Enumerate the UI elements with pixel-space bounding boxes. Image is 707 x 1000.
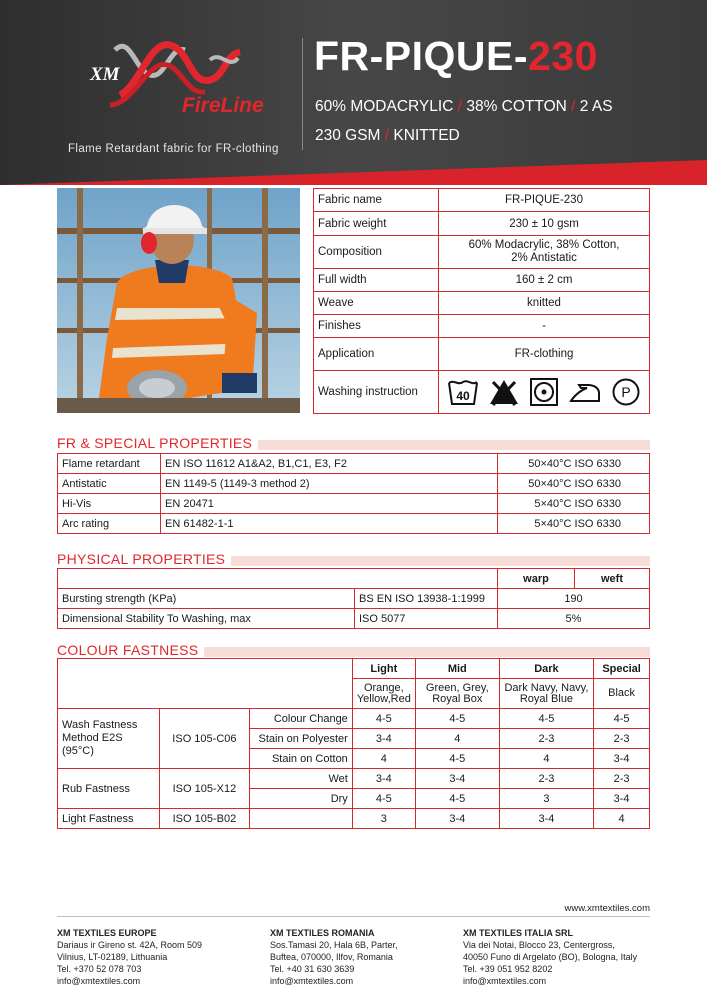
product-title-main: FR-PIQUE-	[314, 33, 529, 79]
dry-clean-p-icon	[611, 377, 641, 407]
test-name: Light Fastness	[58, 809, 160, 829]
property-standard: EN 1149-5 (1149-3 method 2)	[161, 474, 498, 494]
grade-cell: 3-4	[352, 769, 415, 789]
office-phone: Tel. +39 051 952 8202	[463, 964, 553, 974]
office-name: XM TEXTILES ROMANIA	[270, 928, 375, 938]
test-sub: Stain on Polyester	[250, 729, 353, 749]
spec-row	[314, 338, 650, 371]
spec-label: Composition	[314, 236, 439, 269]
wash-temp-text: 40	[456, 389, 471, 403]
property-name: Hi-Vis	[58, 494, 161, 514]
office-address: Dariaus ir Gireno st. 42A, Room 509	[57, 940, 203, 950]
table-header-row	[58, 659, 650, 679]
property-name: Arc rating	[58, 514, 161, 534]
table-row	[58, 809, 650, 829]
table-row	[58, 709, 650, 729]
grade-cell: 3-4	[415, 809, 499, 829]
property-name: Dimensional Stability To Washing, max	[58, 609, 355, 629]
table-row	[58, 609, 650, 629]
office-city: 40050 Funo di Argelato (BO), Bologna, Italy	[463, 952, 638, 962]
grade-cell: 4	[499, 749, 593, 769]
grade-cell: 4-5	[352, 709, 415, 729]
table-row	[58, 494, 650, 514]
grade-cell: 4-5	[415, 709, 499, 729]
col-header-weft: weft	[575, 569, 650, 589]
office-address: Via dei Notai, Blocco 23, Centergross,	[463, 940, 615, 950]
composition-line	[315, 98, 613, 116]
composition-part: 2 AS	[579, 98, 613, 115]
fr-properties-table	[57, 453, 650, 534]
grade-cell: 3	[352, 809, 415, 829]
separator: /	[457, 98, 463, 115]
grade-cell: 2-3	[499, 729, 593, 749]
office-city: Buftea, 070000, Ilfov, Romania	[270, 952, 393, 962]
test-standard: ISO 105-C06	[159, 709, 249, 769]
grade-cell: 4	[352, 749, 415, 769]
grade-cell: 2-3	[594, 729, 650, 749]
table-row	[58, 454, 650, 474]
col-header-warp: warp	[498, 569, 575, 589]
property-wash: 50×40°C ISO 6330	[498, 474, 650, 494]
test-sub: Stain on Cotton	[250, 749, 353, 769]
wash-40-icon	[447, 377, 479, 407]
table-row	[58, 474, 650, 494]
property-name: Bursting strength (KPa)	[58, 589, 355, 609]
property-standard: EN ISO 11612 A1&A2, B1,C1, E3, F2	[161, 454, 498, 474]
property-standard: EN 61482-1-1	[161, 514, 498, 534]
weight-part: 230 GSM	[315, 127, 381, 144]
grade-cell: 3-4	[415, 769, 499, 789]
spec-row	[314, 269, 650, 292]
property-standard: BS EN ISO 13938-1:1999	[355, 589, 498, 609]
spec-label: Washing instruction	[314, 371, 439, 414]
header-divider	[302, 38, 303, 150]
grade-cell: 4-5	[415, 749, 499, 769]
separator: /	[571, 98, 576, 115]
worker-illustration	[57, 188, 300, 413]
dry-clean-letter: P	[620, 384, 631, 400]
empty-cell	[250, 809, 353, 829]
office-email[interactable]: info@xmtextiles.com	[270, 976, 354, 986]
spec-value: 60% Modacrylic, 38% Cotton, 2% Antistatic	[439, 236, 650, 269]
grade-cell: 3-4	[352, 729, 415, 749]
composition-part: 60% MODACRYLIC	[315, 98, 454, 115]
spec-label: Weave	[314, 292, 439, 315]
spec-label: Finishes	[314, 315, 439, 338]
spec-value: 230 ± 10 gsm	[439, 212, 650, 236]
spec-row	[314, 371, 650, 414]
product-photo	[57, 188, 300, 413]
test-sub: Dry	[250, 789, 353, 809]
property-name: Antistatic	[58, 474, 161, 494]
col-desc: Orange, Yellow,Red	[352, 679, 415, 709]
table-row	[58, 769, 650, 789]
table-header-row	[58, 569, 650, 589]
spec-label: Fabric weight	[314, 212, 439, 236]
col-desc: Green, Grey, Royal Box	[415, 679, 499, 709]
colour-fastness-table	[57, 658, 650, 829]
table-row	[58, 514, 650, 534]
spec-label: Application	[314, 338, 439, 371]
office-name: XM TEXTILES EUROPE	[57, 928, 157, 938]
logo-xm-text: XM	[90, 64, 120, 85]
spec-row	[314, 236, 650, 269]
spec-label: Full width	[314, 269, 439, 292]
fabric-spec-table	[313, 188, 650, 414]
grade-cell: 4-5	[499, 709, 593, 729]
property-value: 190	[498, 589, 650, 609]
composition-part: 38% COTTON	[466, 98, 567, 115]
office-email[interactable]: info@xmtextiles.com	[57, 976, 141, 986]
grade-cell: 2-3	[499, 769, 593, 789]
footer-divider	[57, 916, 650, 917]
physical-properties-heading	[57, 552, 650, 566]
test-name: Wash Fastness Method E2S (95°C)	[58, 709, 160, 769]
property-standard: EN 20471	[161, 494, 498, 514]
col-header-light: Light	[352, 659, 415, 679]
table-row	[58, 589, 650, 609]
product-title-number: 230	[528, 33, 598, 79]
office-phone: Tel. +370 52 078 703	[57, 964, 142, 974]
office-europe	[57, 927, 202, 987]
iron-icon	[568, 377, 602, 407]
grade-cell: 4-5	[415, 789, 499, 809]
office-italia	[463, 927, 637, 987]
logo-fireline-text: FireLine	[182, 94, 264, 117]
section-title: PHYSICAL PROPERTIES	[57, 551, 231, 567]
office-address: Sos.Tamasi 20, Hala 6B, Parter,	[270, 940, 398, 950]
spec-value: 160 ± 2 cm	[439, 269, 650, 292]
spec-value: FR-clothing	[439, 338, 650, 371]
grade-cell: 4-5	[594, 709, 650, 729]
property-wash: 50×40°C ISO 6330	[498, 454, 650, 474]
col-header-mid: Mid	[415, 659, 499, 679]
physical-properties-table	[57, 568, 650, 629]
empty-header-cell	[58, 659, 353, 709]
product-title	[314, 33, 598, 80]
col-header-dark: Dark	[499, 659, 593, 679]
office-phone: Tel. +40 31 630 3639	[270, 964, 355, 974]
test-sub: Colour Change	[250, 709, 353, 729]
property-value: 5%	[498, 609, 650, 629]
col-header-special: Special	[594, 659, 650, 679]
test-sub: Wet	[250, 769, 353, 789]
property-wash: 5×40°C ISO 6330	[498, 514, 650, 534]
grade-cell: 4	[415, 729, 499, 749]
fr-properties-heading	[57, 436, 650, 450]
colour-fastness-heading	[57, 643, 650, 657]
test-name: Rub Fastness	[58, 769, 160, 809]
spec-value: -	[439, 315, 650, 338]
spec-row	[314, 212, 650, 236]
office-city: Vilnius, LT-02189, Lithuania	[57, 952, 168, 962]
spec-value: knitted	[439, 292, 650, 315]
website-link[interactable]: www.xmtextiles.com	[564, 903, 650, 914]
no-bleach-icon	[488, 377, 520, 407]
col-desc: Dark Navy, Navy, Royal Blue	[499, 679, 593, 709]
grade-cell: 3-4	[499, 809, 593, 829]
weight-weave-line	[315, 127, 460, 145]
grade-cell: 4-5	[352, 789, 415, 809]
weave-part: KNITTED	[393, 127, 460, 144]
property-wash: 5×40°C ISO 6330	[498, 494, 650, 514]
spec-row	[314, 189, 650, 212]
col-desc: Black	[594, 679, 650, 709]
office-romania	[270, 927, 398, 987]
property-standard: ISO 5077	[355, 609, 498, 629]
section-title: FR & SPECIAL PROPERTIES	[57, 435, 258, 451]
office-email[interactable]: info@xmtextiles.com	[463, 976, 547, 986]
header-banner	[0, 0, 707, 185]
company-logo	[60, 30, 300, 130]
spec-label: Fabric name	[314, 189, 439, 212]
office-name: XM TEXTILES ITALIA SRL	[463, 928, 573, 938]
grade-cell: 4	[594, 809, 650, 829]
grade-cell: 2-3	[594, 769, 650, 789]
empty-header-cell	[58, 569, 498, 589]
tagline: Flame Retardant fabric for FR-clothing	[68, 143, 279, 155]
grade-cell: 3	[499, 789, 593, 809]
property-name: Flame retardant	[58, 454, 161, 474]
washing-icons	[439, 371, 650, 414]
section-title: COLOUR FASTNESS	[57, 642, 204, 658]
spec-row	[314, 315, 650, 338]
tumble-dry-icon	[529, 377, 559, 407]
spec-value: FR-PIQUE-230	[439, 189, 650, 212]
separator: /	[384, 127, 390, 144]
test-standard: ISO 105-X12	[159, 769, 249, 809]
spec-row	[314, 292, 650, 315]
test-standard: ISO 105-B02	[159, 809, 249, 829]
grade-cell: 3-4	[594, 749, 650, 769]
grade-cell: 3-4	[594, 789, 650, 809]
